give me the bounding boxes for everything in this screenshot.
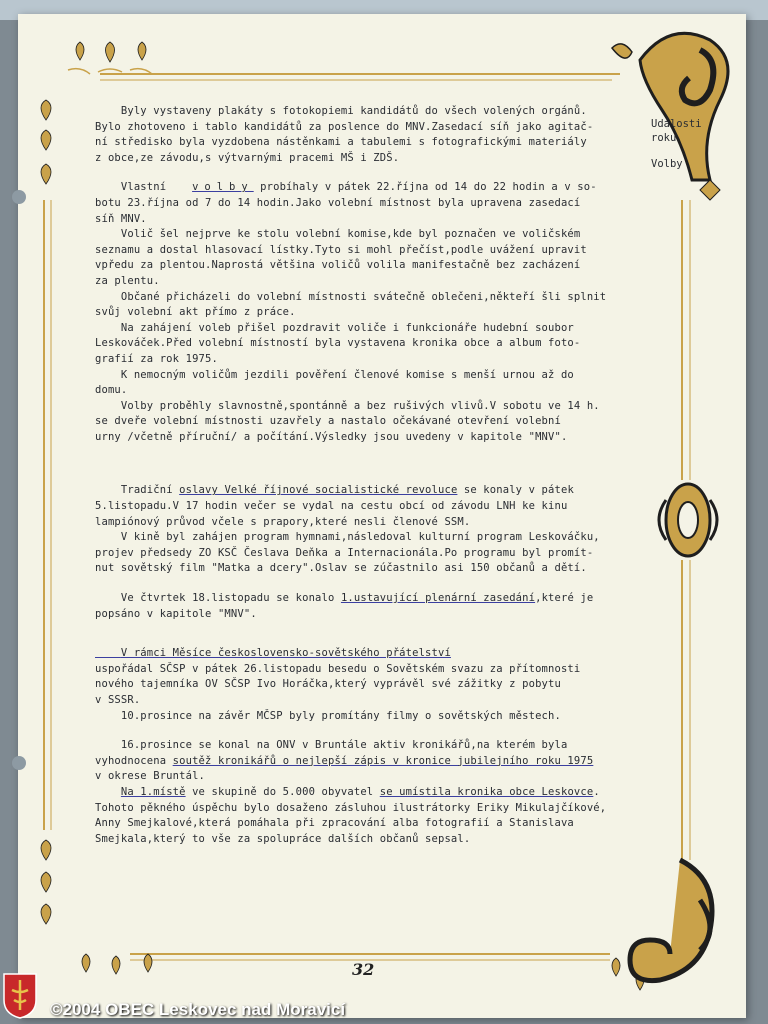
paragraph-sick-voters: K nemocným voličům jezdili pověření členové komise s menší urnou až do domu. (95, 368, 574, 397)
text-fragment: ve skupině do 5.000 obyvatel (185, 785, 380, 798)
paragraph-band: Na zahájení voleb přišel pozdravit voliče i funkcionáře hudební soubor Leskováček.Před volební místností byla vystavena kronika obce a album foto- grafií za rok 1975. (95, 321, 581, 365)
margin-note-events: Události roku (651, 118, 702, 144)
keyword-volby: volby (192, 181, 254, 194)
spacer (95, 724, 635, 738)
paragraph-elections (95, 180, 635, 227)
margin-note-elections: Volby (651, 158, 683, 170)
text-fragment: Tradiční (95, 484, 180, 497)
tulip-ornament-top-left (68, 42, 152, 74)
copyright-footer: ©2004 OBEC Leskovec nad Moravicí (50, 1000, 346, 1019)
chronicle-text (95, 104, 635, 847)
text-fragment (95, 786, 121, 798)
paragraph-oslavy (95, 483, 635, 577)
underlined-soutez: soutěž kronikářů o nejlepší zápis v kronice jubilejního roku 1975 (172, 754, 594, 767)
text-fragment: v okrese Bruntál. (95, 770, 206, 783)
heading-mesic: V rámci Měsíce československo-sovětského přátelství (95, 647, 451, 660)
medallion-ornament-right (659, 484, 717, 556)
text-fragment: ,které je popsáno v kapitole "MNV". (95, 592, 594, 620)
underlined-oslavy: oslavy Velké říjnové socialistické revoluce (179, 484, 458, 497)
paragraph-mesic: uspořádal SČSP v pátek 26.listopadu besedu o Sovětském svazu za přítomnosti nového tajemníka OV SČSP Ivo Horáčka,který vyprávěl své zážitky z pobytu v SSSR. 10.prosince na závěr MČSP byly promítány filmy o sovětských městech. (95, 662, 581, 722)
underlined-zasedani: 1.ustavující plenární zasedání (340, 592, 536, 605)
underlined-prvni-misto: Na 1.místě (120, 785, 186, 798)
text-fragment: . Tohoto pěkného úspěchu bylo dosaženo zásluhou ilustrátorky Eriky Mikulajčíkové, Anny Smejkalové,která pomáhala při zpracování alba fotografií a Stanislava Smejkala,který to vše za spolupráce dalších občanů sepsal. (95, 785, 607, 845)
page-number: 32 (352, 960, 375, 979)
village-coat-of-arms-icon (2, 972, 38, 1020)
paragraph-citizens: Občané přicházeli do volební místnosti svátečně oblečeni,někteří šli splnit svůj volební akt přímo z práce. (95, 290, 607, 319)
paragraph-soutez (95, 738, 635, 785)
text-fragment: Ve čtvrtek 18.listopadu se konalo (95, 592, 341, 605)
text-election-dates: probíhaly v pátek 22.října od 14 do 22 hodin a v so- botu 23.října od 7 do 14 hodin.Jako volební místnost byla upravena zasedací síň MNV. (95, 181, 597, 225)
paragraph-misto (95, 785, 635, 847)
spacer (95, 166, 635, 180)
underlined-kronika: se umístila kronika obce Leskovce (379, 785, 594, 798)
text-vlastni: Vlastní (95, 181, 193, 194)
paragraph-voter: Volič šel nejprve ke stolu volební komise,kde byl poznačen ve voličském seznamu a dostal hlasovací lístky.Tyto si mohl přečíst,podle uvážení upravit vpředu za plentou.Naprostá většina voličů volila manifestačně bez zacházení za plentu. (95, 228, 587, 287)
tulip-ornament-left (41, 100, 51, 924)
text-fragment: 16.prosince se konal na ONV v Bruntále aktiv kronikářů,na kterém byla vyhodnocena (95, 739, 568, 767)
scroll-ornament-bottom-right (630, 860, 712, 981)
text-fragment: se konaly v pátek 5.listopadu.V 17 hodin večer se vydal na cestu obcí od závodu LNH ke kinu lampiónový průvod včele s prapory,které nesli členové SSM. V kině byl zahájen program hymnami,následoval kulturní program Leskováčku, projev předsedy ZO KSČ Česlava Deňka a Internacionála.Po programu byl promít- nut sovětský film "Matka a dcery".Oslav se zúčastnilo asi 150 občanů a dětí. (95, 484, 600, 575)
spacer (95, 445, 635, 483)
paragraph-posters: Byly vystaveny plakáty s fotokopiemi kandidátů do všech volených orgánů. Bylo zhotoveno i tablo kandidátů za poslence do MNV.Zasedací síň jako agitač- ní středisko byla vyzdobena nástěnkami a tabulemi s fotografickými materiály z obce,ze závodu,s výtvarnými pracemi MŠ i ZDŠ. (95, 105, 594, 164)
spacer (95, 577, 635, 591)
spacer (95, 622, 635, 646)
paragraph-results: Volby proběhly slavnostně,spontánně a bez rušivých vlivů.V sobotu ve 14 h. se dveře volební místnosti uzavřely a nastalo očekávané otevření volební urny /včetně příruční/ a počítání.Výsledky jsou uvedeny v kapitole "MNV". (95, 399, 600, 443)
paragraph-ctvrtek (95, 591, 635, 622)
